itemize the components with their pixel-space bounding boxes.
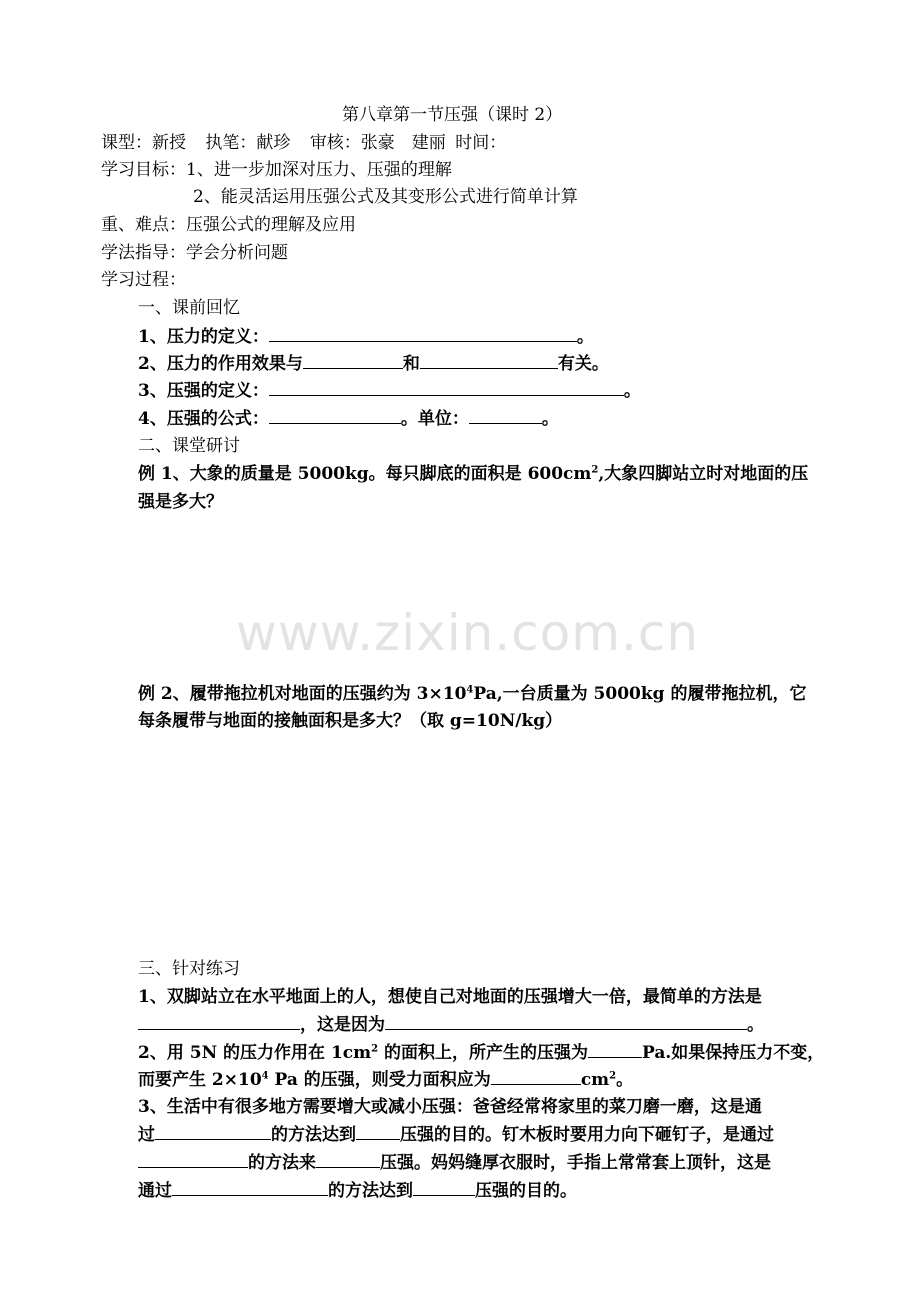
example-1-line-1 <box>138 463 808 485</box>
ex1-superscript: 2 <box>591 464 599 476</box>
goals-row <box>101 159 452 181</box>
q2-suffix: 有关。 <box>557 354 609 374</box>
example-1-line-2: 强是多大？ <box>138 492 223 512</box>
q4-formula-blank[interactable] <box>269 407 401 424</box>
course-type: 课型：新授 <box>101 133 186 153</box>
q2-prefix: 2、压力的作用效果与 <box>138 354 303 374</box>
practice-2-line-2 <box>138 1068 633 1091</box>
p3-knife-effect-blank[interactable] <box>356 1123 400 1140</box>
p3-nail-method-blank[interactable] <box>138 1151 248 1168</box>
section3-heading: 三、针对练习 <box>138 959 240 979</box>
p3-l4-text-b: 的方法达到 <box>328 1181 413 1201</box>
q4-unit-blank[interactable] <box>469 407 542 424</box>
practice-2-line-1 <box>138 1041 824 1064</box>
practice-1-line-1: 1、双脚站立在水平地面上的人，想使自己对地面的压强增大一倍，最简单的方法是 <box>138 987 762 1007</box>
q1-prefix: 1、压力的定义： <box>138 327 269 347</box>
page-title: 第八章第一节压强（课时 2） <box>342 105 563 125</box>
practice-3-line-3 <box>138 1151 771 1174</box>
q4-suffix: 。 <box>541 409 559 429</box>
review-question-3 <box>138 379 641 402</box>
q2-mid: 和 <box>402 354 420 374</box>
ex1-text-b: ,大象四脚站立时对地面的压 <box>598 464 809 484</box>
p1-mid: ，这是因为 <box>300 1015 385 1035</box>
example-2-line-2: 每条履带与地面的接触面积是多大？（取 g=10N/kg） <box>138 711 563 731</box>
practice-1-line-2 <box>138 1013 764 1036</box>
p3-l4-text-c: 压强的目的。 <box>475 1181 577 1201</box>
p1-method-blank[interactable] <box>138 1013 300 1030</box>
p2-l2-unit-superscript: 2 <box>609 1070 617 1082</box>
practice-3-line-4 <box>138 1179 577 1202</box>
ex1-text-a: 例 1、大象的质量是 5000kg。每只脚底的面积是 600cm <box>138 464 592 484</box>
p2-text-b: 的面积上，所产生的压强为 <box>378 1043 589 1063</box>
header-info <box>101 132 506 154</box>
section2-heading: 二、课堂研讨 <box>138 436 240 456</box>
p3-nail-effect-blank[interactable] <box>316 1151 380 1168</box>
ex2-superscript: 4 <box>466 684 474 696</box>
p2-l2-end: 。 <box>616 1070 634 1090</box>
p2-l2-text-a: 而要产生 2×10 <box>138 1070 262 1090</box>
study-process: 学习过程： <box>101 270 186 290</box>
watermark: www.zixin.com.cn <box>236 604 700 662</box>
q2-blank-2[interactable] <box>420 352 558 369</box>
p3-knife-method-blank[interactable] <box>155 1123 271 1140</box>
p3-l4-text-a: 通过 <box>138 1181 172 1201</box>
goals-label: 学习目标： <box>101 160 186 180</box>
q3-suffix: 。 <box>623 381 641 401</box>
section1-heading: 一、课前回忆 <box>138 298 240 318</box>
review-question-1 <box>138 325 594 348</box>
q1-suffix: 。 <box>576 327 594 347</box>
p3-l2-text-a: 过 <box>138 1125 155 1145</box>
example-2-line-1 <box>138 683 806 705</box>
q4-prefix: 4、压强的公式： <box>138 409 269 429</box>
q3-answer-blank[interactable] <box>269 379 624 396</box>
key-points: 重、难点：压强公式的理解及应用 <box>101 215 356 235</box>
p2-l2-text-b: Pa 的压强，则受力面积应为 <box>268 1070 491 1090</box>
ex2-text-a: 例 2、履带拖拉机对地面的压强约为 3×10 <box>138 684 467 704</box>
p2-text-c: Pa.如果保持压力不变， <box>642 1043 825 1063</box>
practice-3-line-1: 3、生活中有很多地方需要增大或减小压强：爸爸经常将家里的菜刀磨一磨，这是通 <box>138 1097 762 1117</box>
p1-reason-blank[interactable] <box>385 1013 747 1030</box>
p3-l2-text-c: 压强的目的。钉木板时要用力向下砸钉子，是通过 <box>400 1125 774 1145</box>
q2-blank-1[interactable] <box>303 352 403 369</box>
p3-l3-text-a: 的方法来 <box>248 1153 316 1173</box>
p2-l2-superscript: 4 <box>261 1070 269 1082</box>
review-question-2 <box>138 352 609 375</box>
study-method: 学法指导：学会分析问题 <box>101 243 288 263</box>
p3-l3-text-b: 压强。妈妈缝厚衣服时，手指上常常套上顶针，这是 <box>380 1153 771 1173</box>
reviewer: 审核：张豪 建丽 <box>309 133 446 153</box>
q4-mid: 。单位： <box>400 409 469 429</box>
p2-area-blank[interactable] <box>491 1068 581 1085</box>
p1-end: 。 <box>747 1015 764 1035</box>
p3-thimble-effect-blank[interactable] <box>413 1179 475 1196</box>
goal-1: 1、进一步加深对压力、压强的理解 <box>186 160 452 180</box>
p3-l2-text-b: 的方法达到 <box>271 1125 356 1145</box>
p2-text-a: 2、用 5N 的压力作用在 1cm <box>138 1043 372 1063</box>
p2-pressure-blank[interactable] <box>588 1041 642 1058</box>
q3-prefix: 3、压强的定义： <box>138 381 269 401</box>
q1-answer-blank[interactable] <box>269 325 577 342</box>
ex2-text-b: Pa,一台质量为 5000kg 的履带拖拉机，它 <box>473 684 807 704</box>
p2-superscript: 2 <box>371 1043 379 1055</box>
goal-2: 2、能灵活运用压强公式及其变形公式进行简单计算 <box>193 187 578 207</box>
p3-thimble-method-blank[interactable] <box>172 1179 328 1196</box>
review-question-4 <box>138 407 559 430</box>
practice-3-line-2 <box>138 1123 774 1146</box>
time-label: 时间： <box>455 133 507 153</box>
p2-l2-unit: cm <box>580 1070 610 1090</box>
author: 执笔：献珍 <box>205 133 291 153</box>
